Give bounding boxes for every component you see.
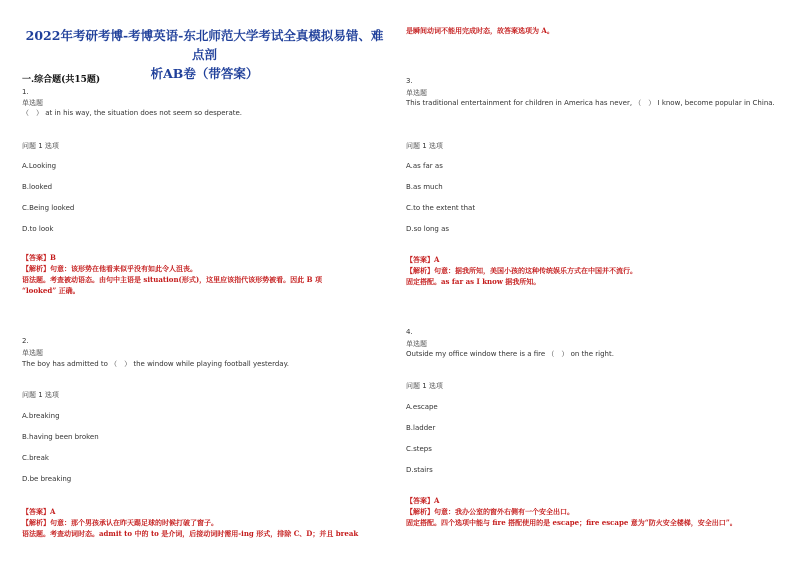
question-2-stem: The boy has admitted to （ ） the window while playing football yesterday. xyxy=(22,360,289,368)
question-1-options-label: 问题 1 选项 xyxy=(22,142,59,150)
question-3-number: 3. xyxy=(406,77,413,85)
question-4-option-d[interactable]: D.stairs xyxy=(406,466,433,474)
question-2-option-b[interactable]: B.having been broken xyxy=(22,433,99,441)
question-4-explanation-1: 【解析】句意：我办公室的窗外右侧有一个安全出口。 xyxy=(406,507,574,516)
question-2-option-c[interactable]: C.break xyxy=(22,454,49,462)
question-2-number: 2. xyxy=(22,337,29,345)
question-1-explanation-2: 语法题。考查被动语态。由句中主语是 situation(形式)，这里应该指代该形势被看。因此 B 项 xyxy=(22,275,322,284)
question-1-stem: （ ） at in his way, the situation does not seem so desperate. xyxy=(22,109,243,117)
question-1-option-d[interactable]: D.to look xyxy=(22,225,54,233)
question-4-type: 单选题 xyxy=(406,340,427,348)
question-1-option-b[interactable]: B.looked xyxy=(22,183,53,191)
question-1-number: 1. xyxy=(22,88,29,96)
question-3-option-a[interactable]: A.as far as xyxy=(406,162,443,170)
question-2-type: 单选题 xyxy=(22,349,43,357)
title-line-1: 2022年考研考博-考博英语-东北师范大学考试全真模拟易错、难点剖 xyxy=(25,28,384,62)
question-3-explanation-1: 【解析】句意：据我所知，美国小孩的这种传统娱乐方式在中国并不流行。 xyxy=(406,266,637,275)
question-2-explanation-1: 【解析】句意：那个男孩承认在昨天踢足球的时候打破了窗子。 xyxy=(22,518,218,527)
question-3-stem: This traditional entertainment for children in America has never, （ ） I know, become popular in China. xyxy=(406,99,775,107)
question-3-option-b[interactable]: B.as much xyxy=(406,183,443,191)
question-1-explanation-1: 【解析】句意：该形势在他看来似乎没有如此令人沮丧。 xyxy=(22,264,197,273)
question-2-explanation-2: 语法题。考查动词时态。admit to 中的 to 是介词，后接动词时需用-ing 形式，排除 C、D；并且 break xyxy=(22,529,359,538)
question-4-answer: 【答案】A xyxy=(406,496,440,505)
question-3-option-c[interactable]: C.to the extent that xyxy=(406,204,476,212)
question-2-options-label: 问题 1 选项 xyxy=(22,391,59,399)
title-line-2: 析AB卷（带答案） xyxy=(150,66,259,81)
question-1-explanation-3: “looked” 正确。 xyxy=(22,286,80,295)
question-4-number: 4. xyxy=(406,328,413,336)
question-3-answer: 【答案】A xyxy=(406,255,440,264)
question-4-option-c[interactable]: C.steps xyxy=(406,445,432,453)
question-2-answer: 【答案】A xyxy=(22,507,56,516)
question-3-option-d[interactable]: D.so long as xyxy=(406,225,450,233)
carryover-explanation: 是瞬间动词不能用完成时态，故答案选项为 A。 xyxy=(406,26,554,35)
section-heading: 一.综合题(共15题) xyxy=(22,75,101,85)
question-4-stem: Outside my office window there is a fire （ ） on the right. xyxy=(406,350,614,358)
question-1-option-c[interactable]: C.Being looked xyxy=(22,204,75,212)
question-4-option-b[interactable]: B.ladder xyxy=(406,424,436,432)
question-4-options-label: 问题 1 选项 xyxy=(406,382,443,390)
question-4-option-a[interactable]: A.escape xyxy=(406,403,438,411)
question-1-option-a[interactable]: A.Looking xyxy=(22,162,57,170)
question-2-option-a[interactable]: A.breaking xyxy=(22,412,60,420)
question-1-answer: 【答案】B xyxy=(22,253,56,262)
question-3-type: 单选题 xyxy=(406,89,427,97)
question-2-option-d[interactable]: D.be breaking xyxy=(22,475,72,483)
question-3-explanation-2: 固定搭配。as far as I know 据我所知。 xyxy=(406,277,541,286)
question-4-explanation-2: 固定搭配。四个选项中能与 fire 搭配使用的是 escape；fire escape 意为“防火安全楼梯，安全出口”。 xyxy=(406,518,737,527)
question-3-options-label: 问题 1 选项 xyxy=(406,142,443,150)
question-1-type: 单选题 xyxy=(22,99,43,107)
